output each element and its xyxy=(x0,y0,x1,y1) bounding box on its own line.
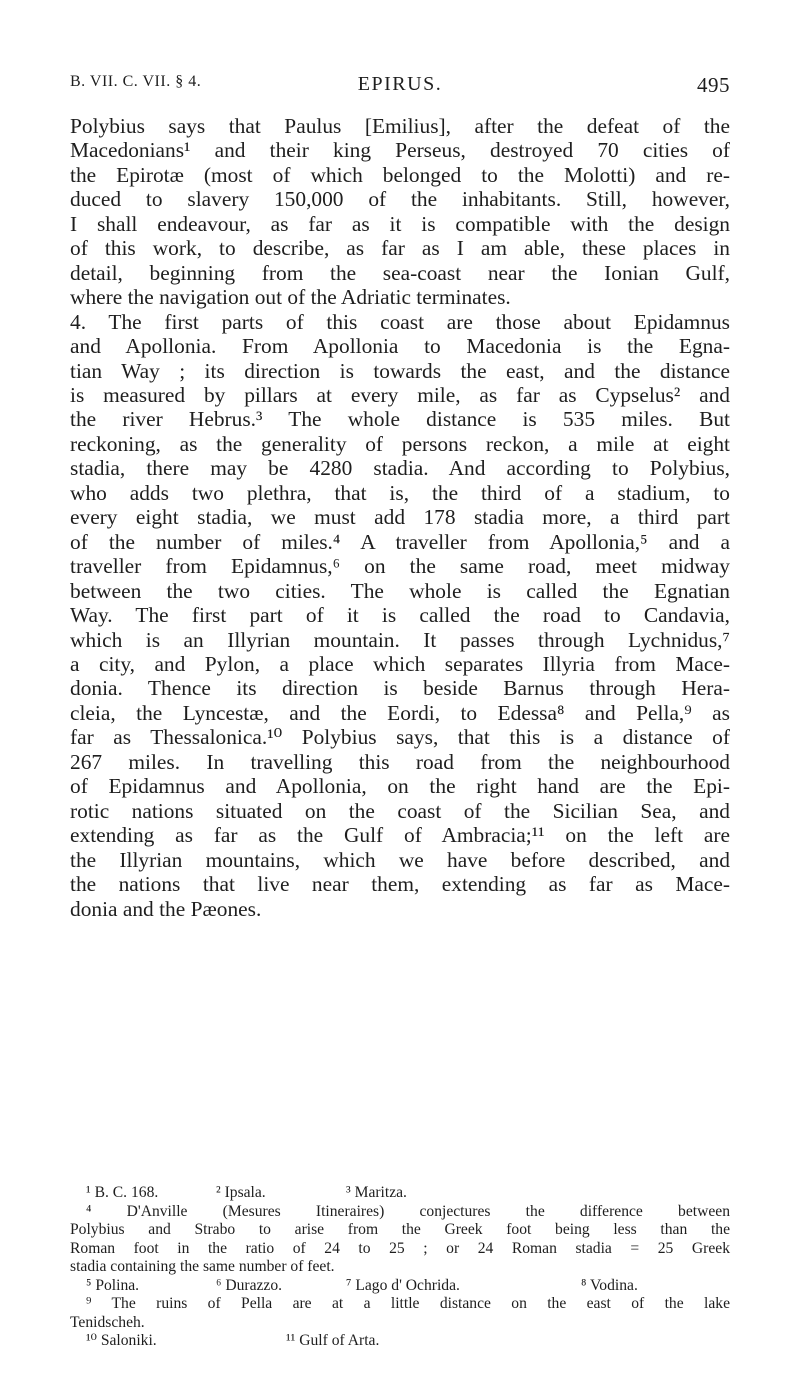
text-line: is measured by pillars at every mile, as far as Cypselus² and xyxy=(70,382,730,407)
text-line: stadia, there may be 4280 stadia. And according to Polybius, xyxy=(70,456,730,481)
footnote-10: ¹⁰ Saloniki. xyxy=(86,1332,157,1349)
page-number: 495 xyxy=(697,73,730,97)
footnote-9: ⁹ The ruins of Pella are at a little distance on the east of the lake xyxy=(86,1295,730,1312)
book-chapter-reference: B. VII. C. VII. § 4. xyxy=(70,73,202,90)
text-line: Polybius says that Paulus [Emilius], after the defeat of the xyxy=(70,114,730,138)
text-line: reckoning, as the generality of persons reckon, a mile at eight xyxy=(70,431,730,456)
text-line: extending as far as the Gulf of Ambracia;¹¹ on the left are xyxy=(70,823,730,848)
footnote-2: ² Ipsala. xyxy=(216,1184,266,1201)
footnote-4: ⁴ D'Anville (Mesures Itineraires) conjectures the difference between xyxy=(86,1202,730,1220)
text-line: who adds two plethra, that is, the third of a stadium, to xyxy=(70,480,730,505)
text-line: every eight stadia, we must add 178 stadia more, a third part xyxy=(70,505,730,530)
footnote-1: ¹ B. C. 168. xyxy=(86,1184,159,1201)
text-line: donia and the Pæones. xyxy=(70,896,262,921)
text-line: where the navigation out of the Adriatic terminates. xyxy=(70,285,511,310)
text-line: 267 miles. In travelling this road from the neighbourhood xyxy=(70,749,730,774)
footnote-4: Roman foot in the ratio of 24 to 25 ; or 24 Roman stadia = 25 Greek xyxy=(70,1239,730,1257)
running-header xyxy=(70,73,730,101)
footnote-row xyxy=(70,1184,730,1203)
text-line: of Epidamnus and Apollonia, on the right hand are the Epi- xyxy=(70,774,730,799)
footnote-11: ¹¹ Gulf of Arta. xyxy=(286,1332,380,1349)
text-line: Way. The first part of it is called the road to Candavia, xyxy=(70,603,730,628)
text-line: tian Way ; its direction is towards the east, and the distance xyxy=(70,358,730,383)
text-line: the river Hebrus.³ The whole distance is 535 miles. But xyxy=(70,407,730,432)
text-line: and Apollonia. From Apollonia to Macedonia is the Egna- xyxy=(70,334,730,359)
text-line: donia. Thence its direction is beside Barnus through Hera- xyxy=(70,676,730,701)
text-line: of the number of miles.⁴ A traveller from Apollonia,⁵ and a xyxy=(70,529,730,554)
footnote-6: ⁶ Durazzo. xyxy=(216,1276,283,1294)
text-line: Macedonians¹ and their king Perseus, destroyed 70 cities of xyxy=(70,138,730,163)
text-line: traveller from Epidamnus,⁶ on the same road, meet midway xyxy=(70,554,730,579)
footnote-9: Tenidscheh. xyxy=(70,1313,145,1331)
footnote-4: stadia containing the same number of feet. xyxy=(70,1258,335,1275)
text-line: of this work, to describe, as far as I am able, these places in xyxy=(70,236,730,261)
text-line: a city, and Pylon, a place which separates Illyria from Mace- xyxy=(70,651,730,676)
text-line: duced to slavery 150,000 of the inhabitants. Still, however, xyxy=(70,187,730,212)
footnote-7: ⁷ Lago d' Ochrida. xyxy=(346,1276,460,1294)
text-line: far as Thessalonica.¹⁰ Polybius says, that this is a distance of xyxy=(70,725,730,750)
footnote-8: ⁸ Vodina. xyxy=(581,1276,638,1294)
footnote-row xyxy=(70,1332,730,1351)
text-line: rotic nations situated on the coast of the Sicilian Sea, and xyxy=(70,798,730,823)
text-line: the Illyrian mountains, which we have before described, and xyxy=(70,847,730,872)
footnote-row xyxy=(70,1277,730,1296)
text-line: which is an Illyrian mountain. It passes through Lychnidus,⁷ xyxy=(70,627,730,652)
text-line: detail, beginning from the sea-coast near the Ionian Gulf, xyxy=(70,260,730,285)
text-line: the nations that live near them, extending as far as Mace- xyxy=(70,872,730,897)
footnote-4: Polybius and Strabo to arise from the Greek foot being less than the xyxy=(70,1221,730,1238)
main-text xyxy=(70,114,730,921)
text-line: cleia, the Lyncestæ, and the Eordi, to Edessa⁸ and Pella,⁹ as xyxy=(70,700,730,725)
footnote-3: ³ Maritza. xyxy=(346,1184,407,1201)
footnotes xyxy=(70,1184,730,1351)
text-line: I shall endeavour, as far as it is compatible with the design xyxy=(70,211,730,236)
footnote-5: ⁵ Polina. xyxy=(86,1276,140,1294)
running-title: EPIRUS. xyxy=(357,73,443,95)
text-line: the Epirotæ (most of which belonged to the Molotti) and re- xyxy=(70,162,730,187)
text-line: 4. The first parts of this coast are those about Epidamnus xyxy=(70,309,730,334)
text-line: between the two cities. The whole is called the Egnatian xyxy=(70,578,730,603)
